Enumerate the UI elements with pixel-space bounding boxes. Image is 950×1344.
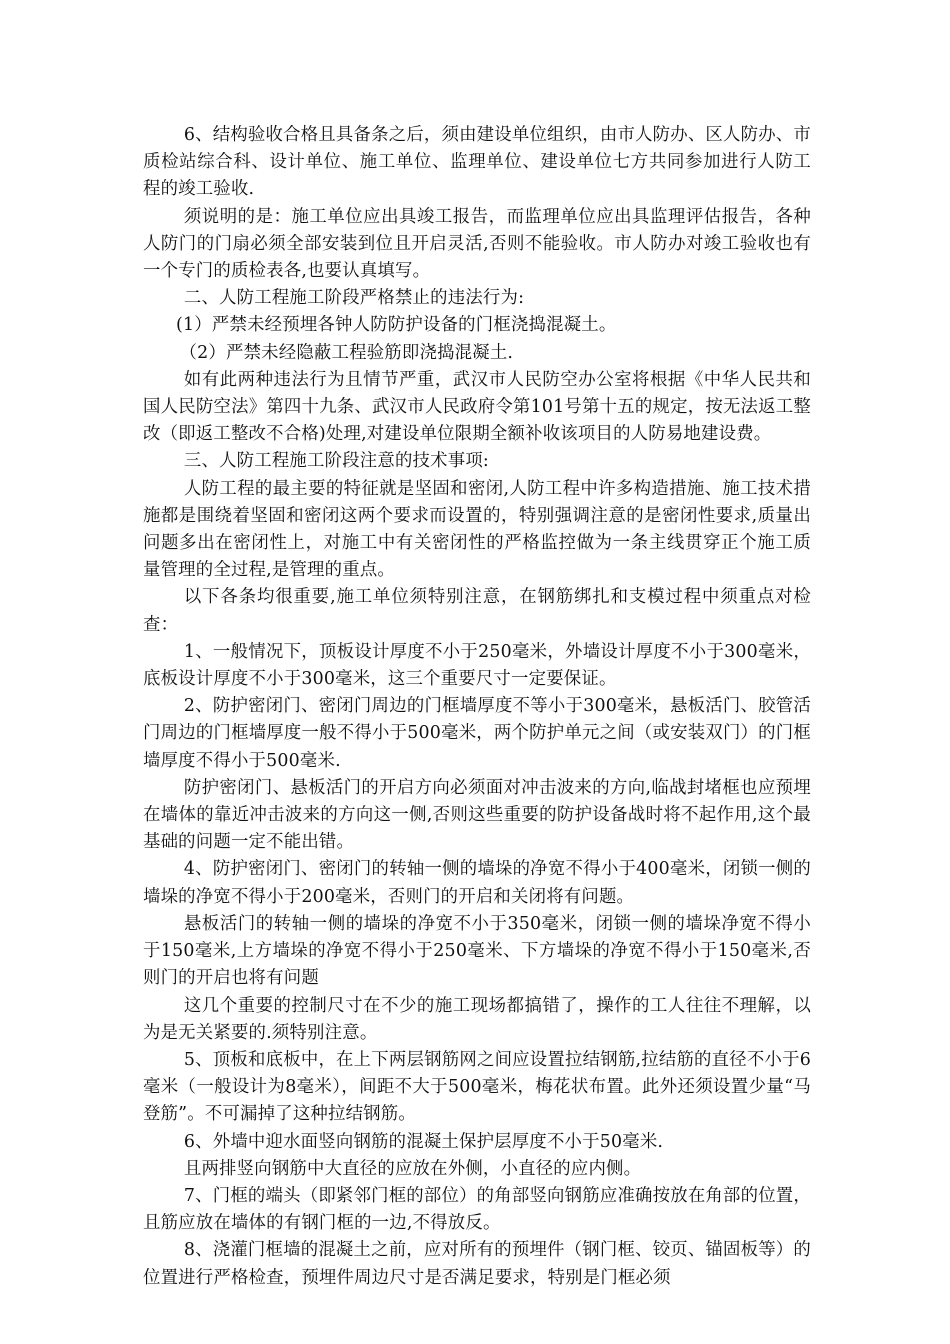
paragraph: 7、门框的端头（即紧邻门框的部位）的角部竖向钢筋应准确按放在角部的位置，且筋应放在墙体的有钢门框的一边,不得放反。	[143, 1185, 811, 1234]
document-page	[143, 122, 811, 1292]
section-heading: 二、人防工程施工阶段严格禁止的违法行为:	[183, 288, 525, 309]
paragraph: 人防工程的最主要的特征就是坚固和密闭,人防工程中许多构造措施、施工技术措施都是围绕着坚固和密闭这两个要求而设置的，特别强调注意的是密闭性要求,质量出问题多出在密闭性上，对施工中有关密闭性的严格监控做为一条主线贯穿正个施工质量管理的全过程,是管理的重点。	[143, 478, 811, 581]
section-heading: 三、人防工程施工阶段注意的技术事项:	[183, 451, 489, 472]
list-item: （2）严禁未经隐蔽工程验筋即浇捣混凝土.	[179, 342, 514, 363]
paragraph: 6、结构验收合格且具备条之后，须由建设单位组织，由市人防办、区人防办、市质检站综合科、设计单位、施工单位、监理单位、建设单位七方共同参加进行人防工程的竣工验收.	[143, 125, 811, 200]
paragraph: 防护密闭门、悬板活门的开启方向必须面对冲击波来的方向,临战封堵框也应预埋在墙体的靠近冲击波来的方向这一侧,否则这些重要的防护设备战时将不起作用,这个最基础的问题一定不能出错。	[143, 777, 811, 853]
paragraph: 6、外墙中迎水面竖向钢筋的混凝土保护层厚度不小于50毫米.	[183, 1131, 664, 1152]
paragraph: 8、浇灌门框墙的混凝土之前，应对所有的预埋件（钢门框、铰页、锚固板等）的位置进行严格检查，预埋件周边尺寸是否满足要求，特别是门框必须	[143, 1240, 811, 1288]
paragraph: 须说明的是：施工单位应出具竣工报告，而监理单位应出具监理评估报告，各种人防门的门扇必须全部安装到位且开启灵活,否则不能验收。市人防办对竣工验收也有一个专门的质检表各,也要认真填写。	[143, 206, 811, 282]
paragraph: 5、顶板和底板中，在上下两层钢筋网之间应设置拉结钢筋,拉结筋的直径不小于6毫米（一般设计为8毫米），间距不大于500毫米，梅花状布置。此外还须设置少量“马登筋”。不可漏掉了这种拉结钢筋。	[143, 1049, 811, 1125]
paragraph: 2、防护密闭门、密闭门周边的门框墙厚度不等小于300毫米，悬板活门、胶管活门周边的门框墙厚度一般不得小于500毫米，两个防护单元之间（或安装双门）的门框墙厚度不得小于500毫米.	[143, 696, 811, 771]
paragraph: 且两排竖向钢筋中大直径的应放在外侧，小直径的应内侧。	[183, 1158, 642, 1179]
paragraph: 1、一般情况下，顶板设计厚度不小于250毫米，外墙设计厚度不小于300毫米，底板设计厚度不小于300毫米，这三个重要尺寸一定要保证。	[143, 641, 811, 690]
paragraph: 悬板活门的转轴一侧的墙垛的净宽不小于350毫米，闭锁一侧的墙垛净宽不得小于150毫米,上方墙垛的净宽不得小于250毫米、下方墙垛的净宽不得小于150毫米,否则门的开启也将有问题	[143, 913, 811, 989]
list-item: (1）严禁未经预埋各钟人防防护设备的门框浇捣混凝土。	[176, 315, 617, 336]
paragraph: 4、防护密闭门、密闭门的转轴一侧的墙垛的净宽不得小于400毫米，闭锁一侧的墙垛的净宽不得小于200毫米，否则门的开启和关闭将有问题。	[143, 859, 811, 907]
paragraph: 这几个重要的控制尺寸在不少的施工现场都搞错了，操作的工人往往不理解，以为是无关紧要的.须特别注意。	[143, 995, 811, 1043]
paragraph: 以下各条均很重要,施工单位须特别注意，在钢筋绑扎和支模过程中须重点对检查：	[143, 587, 811, 635]
paragraph: 如有此两种违法行为且情节严重，武汉市人民防空办公室将根据《中华人民共和国人民防空法》第四十九条、武汉市人民政府令第101号第十五的规定，按无法返工整改（即返工整改不合格)处理,对建设单位限期全额补收该项目的人防易地建设费。	[143, 369, 811, 445]
